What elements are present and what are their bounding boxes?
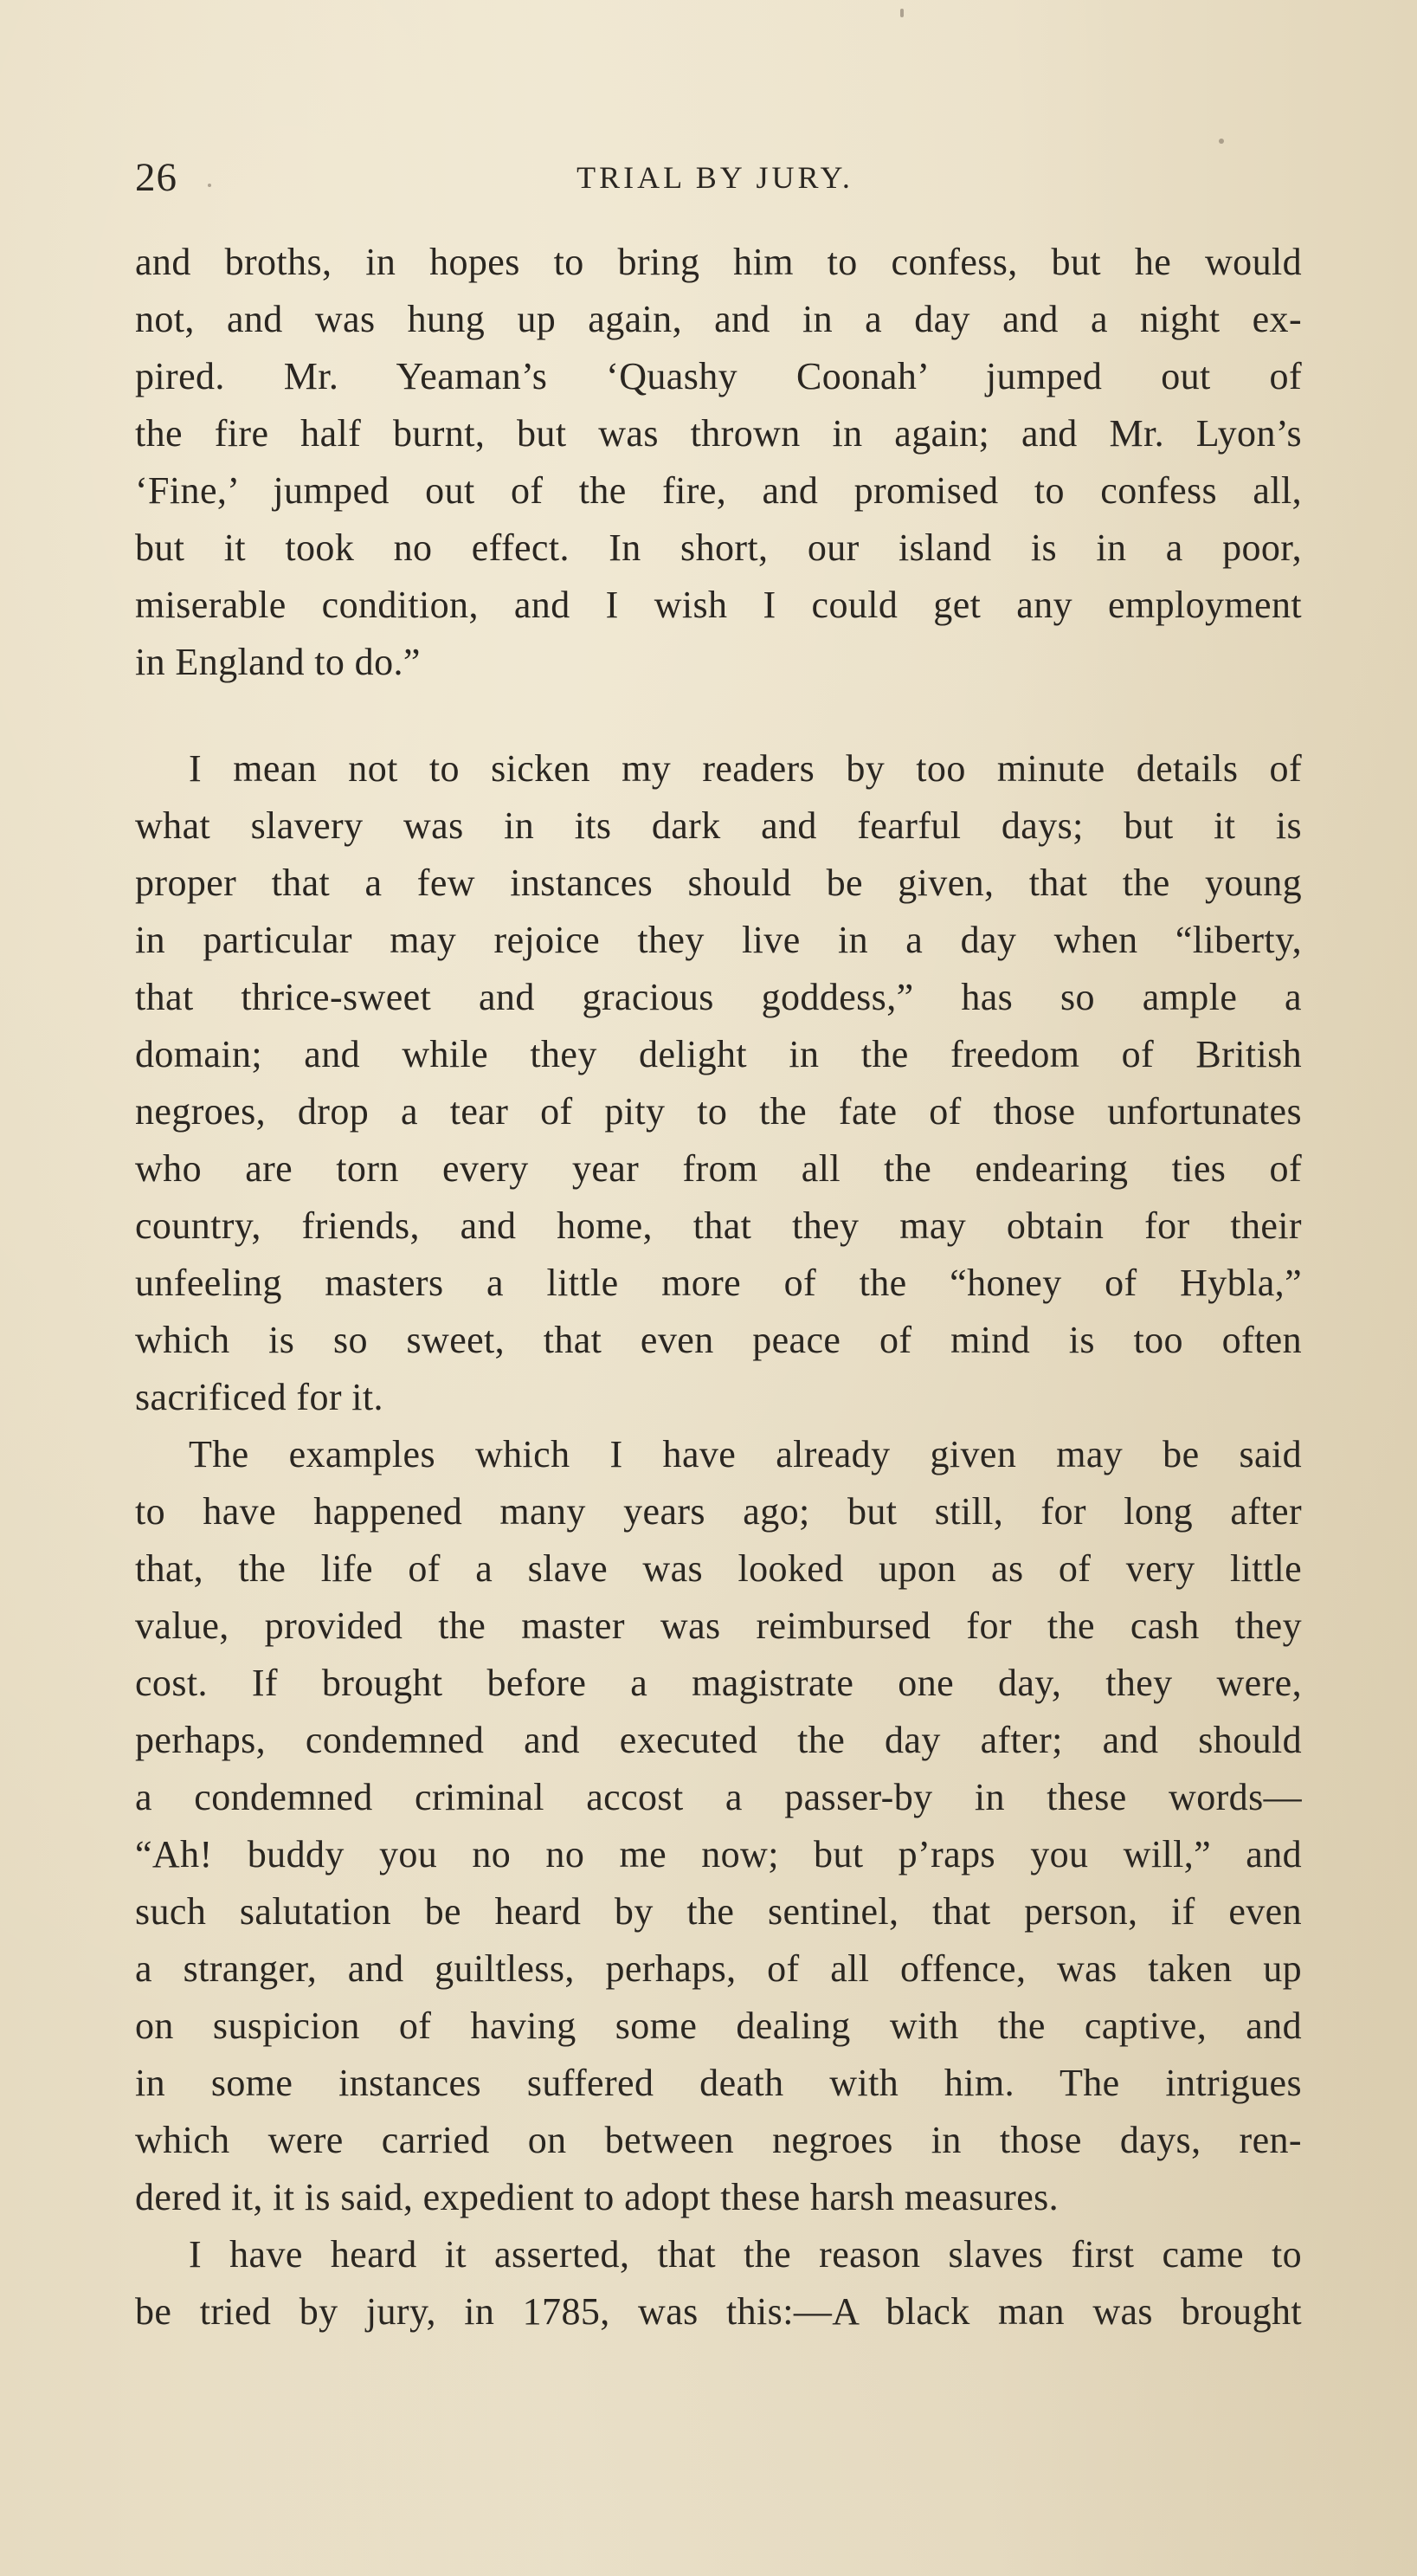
page-number: 26 [135, 155, 177, 200]
text-line: not, and was hung up again, and in a day and a night ex- [135, 298, 1302, 340]
running-title: TRIAL BY JURY. [576, 160, 853, 195]
text-line: negroes, drop a tear of pity to the fate of those unfortunates [135, 1090, 1302, 1133]
text-line: country, friends, and home, that they may obtain for their [135, 1204, 1302, 1247]
text-line: on suspicion of having some dealing with the captive, and [135, 2005, 1302, 2047]
running-head [135, 154, 1295, 206]
text-line: proper that a few instances should be given, that the young [135, 862, 1302, 904]
paper-speck [900, 9, 904, 17]
text-line: which were carried on between negroes in those days, ren- [135, 2119, 1302, 2161]
text-line: unfeeling masters a little more of the “honey of Hybla,” [135, 1262, 1302, 1304]
text-line: but it took no effect. In short, our island is in a poor, [135, 526, 1302, 569]
text-line: which is so sweet, that even peace of mind is too often [135, 1319, 1302, 1361]
text-line: miserable condition, and I wish I could get any employment [135, 584, 1302, 626]
paper-speck [1219, 139, 1224, 144]
text-line: The examples which I have already given may be said [189, 1433, 1302, 1475]
text-line: sacrificed for it. [135, 1376, 383, 1418]
paragraph-spacer [135, 691, 1302, 740]
text-line: domain; and while they delight in the freedom of British [135, 1033, 1302, 1075]
text-line: in some instances suffered death with him. The intrigues [135, 2062, 1302, 2104]
text-line: to have happened many years ago; but still, for long after [135, 1490, 1302, 1533]
paragraph-4 [135, 2226, 1302, 2340]
text-line: a condemned criminal accost a passer-by in these words— [135, 1776, 1302, 1818]
text-line: cost. If brought before a magistrate one day, they were, [135, 1662, 1302, 1704]
text-line: that thrice-sweet and gracious goddess,” has so ample a [135, 976, 1302, 1018]
text-line: in particular may rejoice they live in a day when “liberty, [135, 919, 1302, 961]
text-line: the fire half burnt, but was thrown in again; and Mr. Lyon’s [135, 412, 1302, 455]
text-line: and broths, in hopes to bring him to confess, but he would [135, 241, 1302, 283]
text-line: dered it, it is said, expedient to adopt these harsh measures. [135, 2176, 1060, 2218]
text-line: who are torn every year from all the endearing ties of [135, 1147, 1302, 1190]
text-line: I mean not to sicken my readers by too minute details of [189, 747, 1302, 790]
text-line: that, the life of a slave was looked upon as of very little [135, 1547, 1302, 1590]
text-line: perhaps, condemned and executed the day after; and should [135, 1719, 1302, 1761]
text-line: in England to do.” [135, 641, 421, 683]
paragraph-2 [135, 740, 1302, 1426]
paragraph-3 [135, 1426, 1302, 2226]
paragraph-1 [135, 234, 1302, 691]
text-line: “Ah! buddy you no no me now; but p’raps you will,” and [135, 1833, 1302, 1876]
text-line: what slavery was in its dark and fearful days; but it is [135, 804, 1302, 847]
text-line: be tried by jury, in 1785, was this:—A black man was brought [135, 2290, 1302, 2333]
text-line: a stranger, and guiltless, perhaps, of all offence, was taken up [135, 1947, 1302, 1990]
text-line: I have heard it asserted, that the reason slaves first came to [189, 2233, 1302, 2276]
text-line: ‘Fine,’ jumped out of the fire, and promised to confess all, [135, 469, 1302, 512]
body-text [135, 234, 1302, 2340]
text-line: pired. Mr. Yeaman’s ‘Quashy Coonah’ jumped out of [135, 355, 1302, 397]
text-line: value, provided the master was reimbursed for the cash they [135, 1604, 1302, 1647]
text-line: such salutation be heard by the sentinel, that person, if even [135, 1890, 1302, 1933]
